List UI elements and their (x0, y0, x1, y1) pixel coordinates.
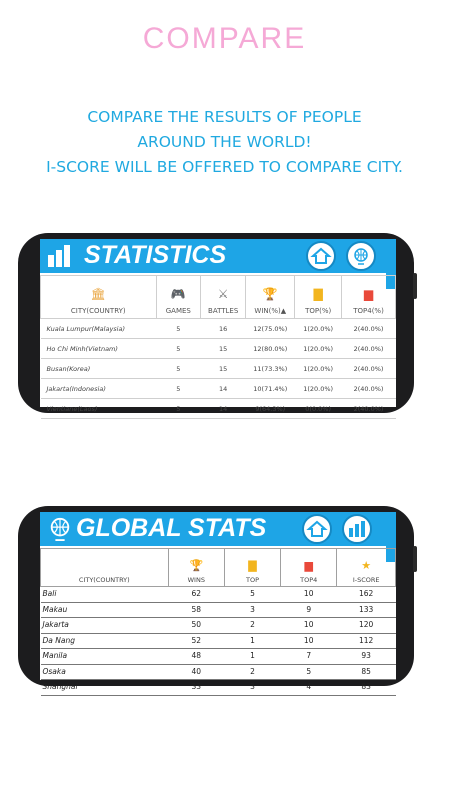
cell-games: 5 (156, 339, 201, 359)
cell-top4: 2(40.0%) (342, 359, 396, 379)
statistics-table (40, 275, 396, 419)
statistics-button[interactable] (342, 514, 372, 544)
col-top-label: TOP(%) (305, 307, 332, 315)
gamepad-icon: 🎮 (170, 287, 186, 301)
col-top4[interactable] (281, 549, 337, 587)
col-iscore[interactable] (337, 549, 396, 587)
bar-chart-icon: ▆ (363, 287, 374, 301)
col-city-label: CITY(COUNTRY) (78, 576, 130, 584)
cell-battles: 14 (201, 379, 246, 399)
col-win-label: WIN(%)▲ (254, 307, 287, 315)
table-row[interactable] (41, 633, 396, 649)
globe-button[interactable] (346, 241, 376, 271)
cell-win: 9(64.3%) (246, 399, 295, 419)
cell-battles: 16 (201, 319, 246, 339)
col-win[interactable] (246, 276, 295, 319)
description-line-1: COMPARE THE RESULTS OF PEOPLE (87, 108, 362, 126)
swords-icon: ⚔ (217, 287, 229, 301)
globe-icon (352, 247, 370, 265)
col-battles-label: BATTLES (208, 307, 239, 315)
home-icon (312, 248, 330, 264)
cell-top4: 10 (281, 587, 337, 603)
cell-top: 1 (224, 649, 280, 665)
cell-city: Makau (41, 602, 169, 618)
cell-top: 3 (224, 602, 280, 618)
cell-city: Jakarta (41, 618, 169, 634)
cell-city: Bali (41, 587, 169, 603)
table-row[interactable] (41, 587, 396, 603)
table-row[interactable] (41, 359, 396, 379)
table-row[interactable] (41, 602, 396, 618)
table-row[interactable] (41, 618, 396, 634)
description-line-3: I-SCORE WILL BE OFFERED TO COMPARE CITY. (46, 158, 403, 176)
phone-side-button (413, 273, 417, 299)
cell-top: 1 (224, 633, 280, 649)
cell-city: Manila (41, 649, 169, 665)
cell-iscore: 112 (337, 633, 396, 649)
house-icon: 🏛 (90, 287, 106, 301)
col-top4-label: TOP4 (300, 576, 318, 584)
cell-top: 1(20.0%) (295, 379, 342, 399)
trophy-icon: 🏆 (262, 287, 278, 301)
cell-wins: 52 (168, 633, 224, 649)
col-top[interactable] (295, 276, 342, 319)
cell-top: 1(20.0%) (295, 319, 342, 339)
col-wins-label: WINS (187, 576, 205, 584)
col-city-label: CITY(COUNTRY) (70, 307, 126, 315)
table-row[interactable] (41, 379, 396, 399)
cell-city: Busan(Korea) (41, 359, 157, 379)
cell-top4: 10 (281, 633, 337, 649)
podium-icon: ▇ (313, 287, 323, 301)
cell-wins: 58 (168, 602, 224, 618)
col-battles[interactable] (201, 276, 246, 319)
col-wins[interactable] (168, 549, 224, 587)
cell-battles: 15 (201, 339, 246, 359)
globe-icon (48, 517, 72, 541)
cell-top4: 5 (281, 664, 337, 680)
table-row[interactable] (41, 649, 396, 665)
home-button[interactable] (306, 241, 336, 271)
cell-iscore: 120 (337, 618, 396, 634)
col-city[interactable] (41, 549, 169, 587)
statistics-title: STATISTICS (84, 241, 227, 269)
cell-city: Vientiane(Laos) (41, 399, 157, 419)
cell-top4: 7 (281, 649, 337, 665)
col-top[interactable] (224, 549, 280, 587)
statistics-screen (40, 239, 396, 413)
cell-win: 11(73.3%) (246, 359, 295, 379)
cell-wins: 40 (168, 664, 224, 680)
cell-city: Shanghai (41, 680, 169, 696)
bar-chart-icon (48, 245, 74, 267)
cell-iscore: 133 (337, 602, 396, 618)
home-icon (308, 521, 326, 537)
cell-top4: 2(40.0%) (342, 319, 396, 339)
cell-top: 1(20.0%) (295, 339, 342, 359)
cell-top4: 2(40.0%) (342, 399, 396, 419)
cell-city: Da Nang (41, 633, 169, 649)
cell-top: 5 (224, 587, 280, 603)
phone-global-stats (18, 506, 414, 692)
col-games-label: GAMES (165, 307, 191, 315)
cell-top: 2 (224, 664, 280, 680)
phone-statistics (18, 233, 414, 413)
table-row[interactable] (41, 664, 396, 680)
col-city[interactable] (41, 276, 157, 319)
statistics-table-header (41, 276, 396, 319)
cell-win: 12(75.0%) (246, 319, 295, 339)
cell-top4: 9 (281, 602, 337, 618)
description-line-2: AROUND THE WORLD! (137, 133, 312, 151)
cell-win: 12(80.0%) (246, 339, 295, 359)
cell-city: Jakarta(Indonesia) (41, 379, 157, 399)
table-row[interactable] (41, 399, 396, 419)
bar-chart-icon (348, 521, 366, 537)
global-table-header (41, 549, 396, 587)
cell-games: 5 (156, 379, 201, 399)
cell-top: 3 (224, 680, 280, 696)
col-top4[interactable] (342, 276, 396, 319)
cell-top4: 2(40.0%) (342, 339, 396, 359)
description (0, 105, 449, 180)
podium-icon: ▇ (248, 559, 257, 572)
cell-iscore: 162 (337, 587, 396, 603)
cell-iscore: 85 (337, 664, 396, 680)
col-top4-label: TOP4(%) (353, 307, 384, 315)
cell-wins: 62 (168, 587, 224, 603)
cell-win: 10(71.4%) (246, 379, 295, 399)
bar-chart-icon: ▆ (304, 559, 313, 572)
star-icon: ★ (361, 559, 372, 572)
global-stats-table (40, 548, 396, 696)
table-row[interactable] (41, 680, 396, 696)
cell-wins: 33 (168, 680, 224, 696)
global-stats-title: GLOBAL STATS (76, 514, 267, 542)
cell-top4: 4 (281, 680, 337, 696)
global-stats-screen (40, 512, 396, 692)
trophy-icon: 🏆 (189, 559, 204, 572)
cell-wins: 50 (168, 618, 224, 634)
cell-top: 1(20.0%) (295, 359, 342, 379)
cell-city: Osaka (41, 664, 169, 680)
home-button[interactable] (302, 514, 332, 544)
cell-battles: 14 (201, 399, 246, 419)
cell-top: 2 (224, 618, 280, 634)
table-row[interactable] (41, 339, 396, 359)
col-iscore-label: I-SCORE (352, 576, 380, 584)
cell-wins: 48 (168, 649, 224, 665)
cell-games: 5 (156, 319, 201, 339)
cell-city: Ho Chi Minh(Vietnam) (41, 339, 157, 359)
col-top-label: TOP (245, 576, 259, 584)
page-headline: COMPARE (142, 22, 307, 55)
col-games[interactable] (156, 276, 201, 319)
cell-iscore: 93 (337, 649, 396, 665)
cell-iscore: 83 (337, 680, 396, 696)
cell-city: Kuala Lumpur(Malaysia) (41, 319, 157, 339)
table-row[interactable] (41, 319, 396, 339)
cell-top4: 10 (281, 618, 337, 634)
cell-top4: 2(40.0%) (342, 379, 396, 399)
cell-battles: 15 (201, 359, 246, 379)
cell-top: 0(0.0%) (295, 399, 342, 419)
statistics-header (40, 239, 396, 273)
phone-side-button (413, 546, 417, 572)
global-stats-header (40, 512, 396, 546)
cell-games: 5 (156, 359, 201, 379)
cell-games: 5 (156, 399, 201, 419)
